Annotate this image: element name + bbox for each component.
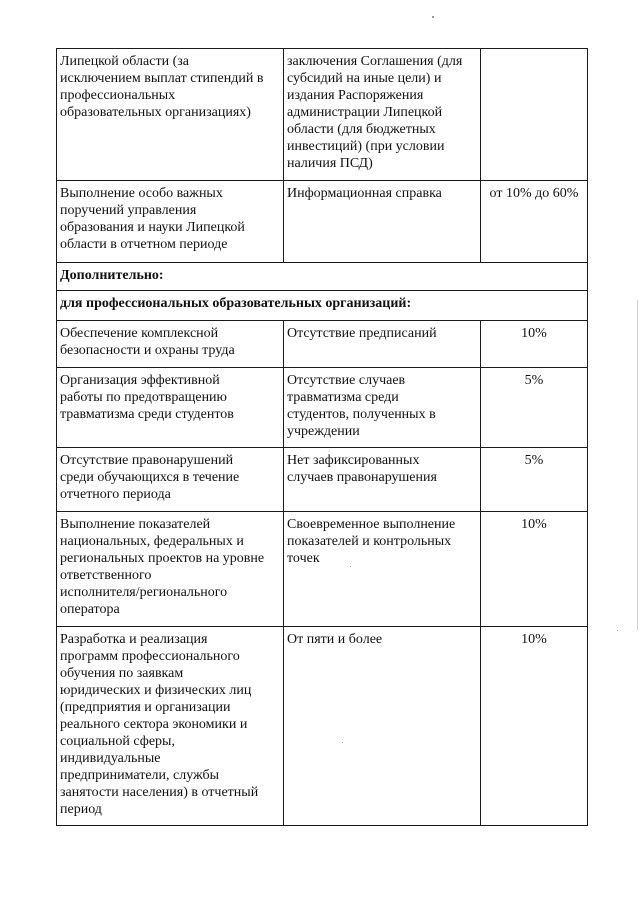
scan-speck bbox=[342, 742, 343, 743]
value-cell: 10% bbox=[481, 321, 588, 368]
criterion-cell: Обеспечение комплексной безопасности и охраны труда bbox=[57, 321, 284, 368]
table-row bbox=[57, 49, 588, 181]
evidence-cell: Отсутствие случаев травматизма среди студентов, полученных в учреждении bbox=[284, 368, 481, 448]
section-heading-additional: Дополнительно: bbox=[57, 263, 588, 291]
criteria-table bbox=[56, 48, 588, 826]
evidence-cell: заключения Соглашения (для субсидий на иные цели) и издания Распоряжения администрации Липецкой области (для бюджетных инвестиций) (при условии наличия ПСД) bbox=[284, 49, 481, 181]
table-row bbox=[57, 181, 588, 263]
section-heading-professional: для профессиональных образовательных организаций: bbox=[57, 291, 588, 321]
evidence-cell: От пяти и более bbox=[284, 627, 481, 826]
criterion-cell: Разработка и реализация программ профессионального обучения по заявкам юридических и физических лиц (предприятия и организации реального сектора экономики и социальной сферы, индивидуальные предприниматели, службы занятости населения) в отчетный период bbox=[57, 627, 284, 826]
evidence-cell: Нет зафиксированных случаев правонарушения bbox=[284, 448, 481, 512]
value-cell: от 10% до 60% bbox=[481, 181, 588, 263]
value-cell bbox=[481, 49, 588, 181]
value-cell: 10% bbox=[481, 627, 588, 826]
evidence-cell: Своевременное выполнение показателей и контрольных точек bbox=[284, 512, 481, 627]
evidence-cell: Информационная справка bbox=[284, 181, 481, 263]
table-row bbox=[57, 627, 588, 826]
scan-edge-line bbox=[637, 300, 638, 630]
table-row bbox=[57, 368, 588, 448]
criterion-cell: Липецкой области (за исключением выплат стипендий в профессиональных образовательных организациях) bbox=[57, 49, 284, 181]
value-cell: 10% bbox=[481, 512, 588, 627]
value-cell: 5% bbox=[481, 368, 588, 448]
table-row bbox=[57, 321, 588, 368]
value-cell: 5% bbox=[481, 448, 588, 512]
criterion-cell: Выполнение особо важных поручений управления образования и науки Липецкой области в отчетном периоде bbox=[57, 181, 284, 263]
criterion-cell: Организация эффективной работы по предотвращению травматизма среди студентов bbox=[57, 368, 284, 448]
table-row bbox=[57, 512, 588, 627]
scan-speck bbox=[432, 16, 434, 18]
scan-speck bbox=[617, 630, 618, 631]
evidence-cell: Отсутствие предписаний bbox=[284, 321, 481, 368]
section-row bbox=[57, 291, 588, 321]
table-row bbox=[57, 448, 588, 512]
scan-speck bbox=[350, 566, 351, 567]
section-row bbox=[57, 263, 588, 291]
criterion-cell: Выполнение показателей национальных, федеральных и региональных проектов на уровне ответственного исполнителя/регионального оператора bbox=[57, 512, 284, 627]
criterion-cell: Отсутствие правонарушений среди обучающихся в течение отчетного периода bbox=[57, 448, 284, 512]
